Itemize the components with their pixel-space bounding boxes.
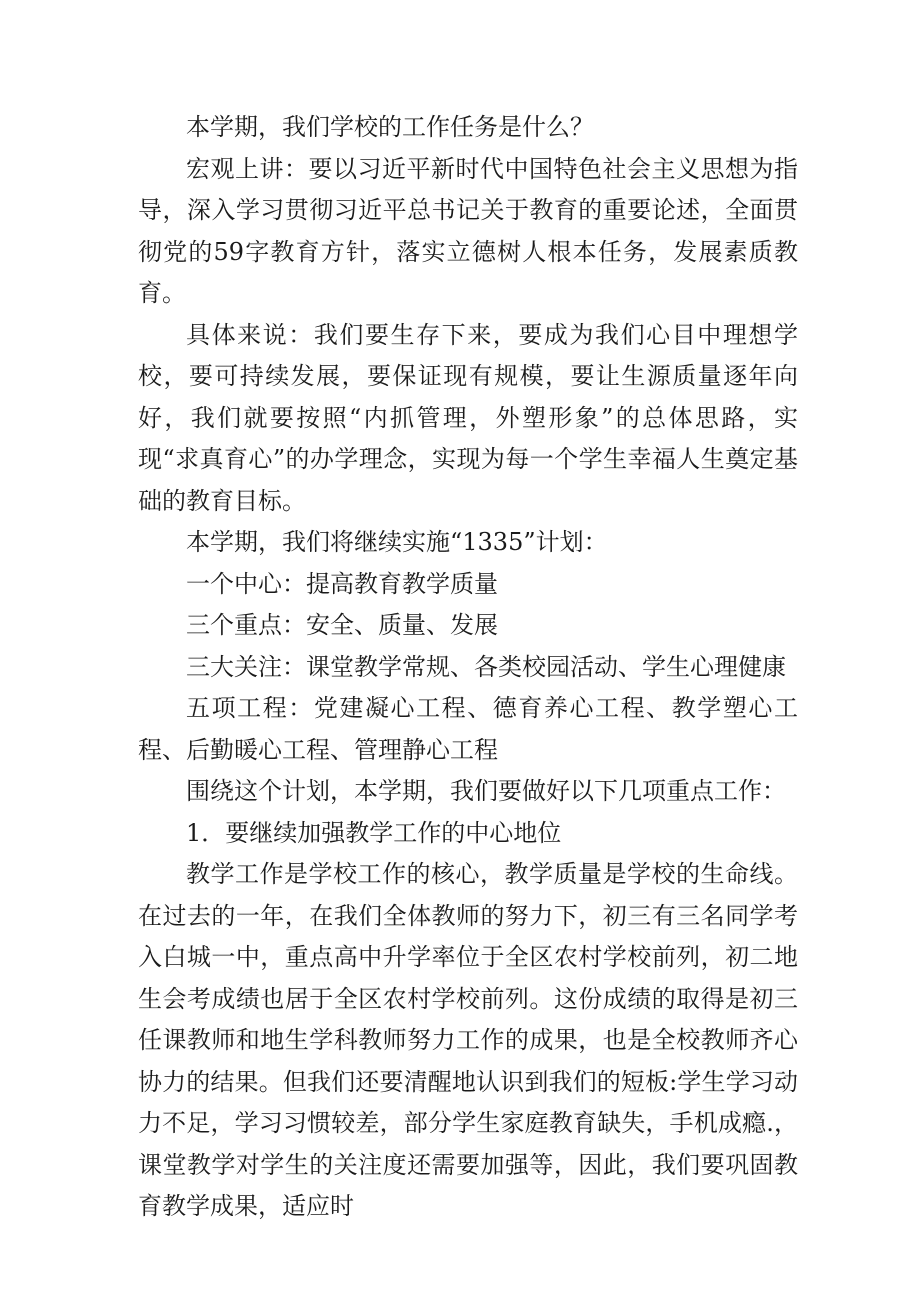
paragraph-key-work-intro: 围绕这个计划，本学期，我们要做好以下几项重点工作： (186, 777, 786, 805)
paragraph-question: 本学期，我们学校的工作任务是什么？ (186, 113, 594, 141)
paragraph-specific: 具体来说：我们要生存下来，要成为我们心目中理想学校，要可持续发展，要保证现有规模，要让生源质量逐年向好，我们就要按照“内抓管理，外塑形象”的总体思路，实现“求真育心”的办学理念，实现为每一个学生幸福人生奠定基础的教育目标。 (138, 320, 798, 515)
paragraph-three-concerns: 三大关注：课堂教学常规、各类校园活动、学生心理健康 (186, 652, 786, 681)
paragraph-five-projects: 五项工程：党建凝心工程、德育养心工程、教学塑心工程、后勤暖心工程、管理静心工程 (138, 694, 798, 764)
paragraph-one-center: 一个中心：提高教育教学质量 (186, 569, 498, 598)
document-body (138, 107, 798, 1228)
paragraph-macro: 宏观上讲：要以习近平新时代中国特色社会主义思想为指导，深入学习贯彻习近平总书记关于教育的重要论述，全面贯彻党的59字教育方针，落实立德树人根本任务，发展素质教育。 (138, 154, 798, 307)
paragraph-plan-intro: 本学期，我们将继续实施“1335”计划： (186, 528, 608, 556)
section-heading-1: 1．要继续加强教学工作的中心地位 (186, 818, 562, 847)
paragraph-three-focus: 三个重点：安全、质量、发展 (186, 611, 498, 639)
paragraph-teaching: 教学工作是学校工作的核心，教学质量是学校的生命线。在过去的一年，在我们全体教师的努力下，初三有三名同学考入白城一中，重点高中升学率位于全区农村学校前列，初二地生会考成绩也居于全区农村学校前列。这份成绩的取得是初三任课教师和地生学科教师努力工作的成果，也是全校教师齐心协力的结果。但我们还要清醒地认识到我们的短板:学生学习动力不足，学习习惯较差，部分学生家庭教育缺失，手机成瘾.，课堂教学对学生的关注度还需要加强等，因此，我们要巩固教育教学成果，适应时 (138, 860, 798, 1220)
